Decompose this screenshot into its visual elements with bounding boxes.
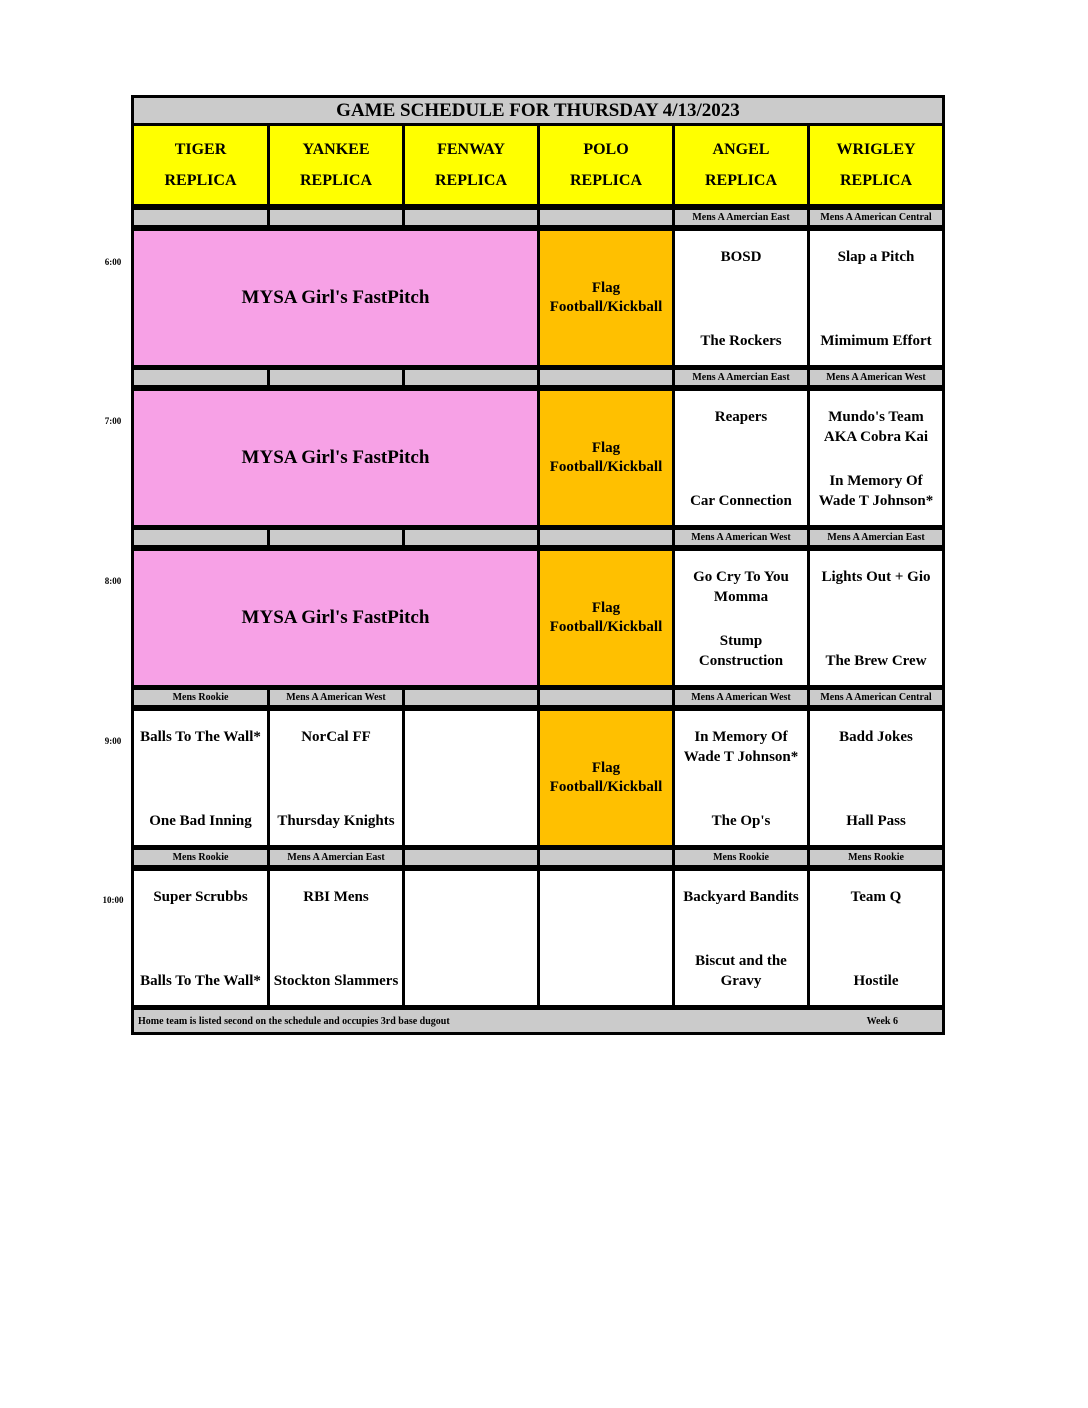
division-label: Mens Rookie [131, 687, 270, 708]
home-team: In Memory Of Wade T Johnson* [818, 473, 934, 509]
division-label: Mens A Amercian East [672, 367, 810, 388]
flag-football-block: Flag Football/Kickball [537, 548, 675, 688]
field-header-yankee [267, 123, 405, 207]
away-team: Go Cry To You Momma [693, 569, 789, 605]
away-team: Backyard Bandits [683, 889, 799, 905]
fastpitch-block: MYSA Girl's FastPitch [131, 228, 540, 368]
time-label-8: 8:00 [104, 576, 122, 586]
field-name: YANKEE [302, 140, 370, 158]
field-name: POLO [583, 140, 629, 158]
division-label [402, 207, 540, 228]
division-label: Mens A American West [672, 687, 810, 708]
division-label [267, 527, 405, 548]
empty-cell-fenway [402, 868, 540, 1008]
division-label: Mens A American West [807, 367, 945, 388]
field-header-polo [537, 123, 675, 207]
time-label-7: 7:00 [104, 416, 122, 426]
week-label: Week 6 [866, 1015, 898, 1027]
away-team: Badd Jokes [839, 729, 913, 745]
home-team: Balls To The Wall* [140, 973, 261, 989]
home-team: The Rockers [700, 333, 782, 349]
field-name: FENWAY [437, 140, 505, 158]
schedule-table [131, 95, 945, 1035]
division-label: Mens A American West [267, 687, 405, 708]
field-sub: REPLICA [569, 171, 642, 189]
time-label-10: 10:00 [102, 895, 124, 905]
game-cell-angel [672, 388, 810, 528]
game-cell-wrigley [807, 388, 945, 528]
game-cell-wrigley [807, 708, 945, 848]
home-team: The Brew Crew [825, 653, 927, 669]
field-header-fenway [402, 123, 540, 207]
game-cell-wrigley [807, 868, 945, 1008]
home-team: Stockton Slammers [273, 973, 399, 989]
field-name: ANGEL [712, 140, 770, 158]
field-header-wrigley [807, 123, 945, 207]
schedule-footer [131, 1007, 945, 1035]
game-cell-tiger [131, 708, 270, 848]
division-label [131, 367, 270, 388]
division-label: Mens A Amercian East [267, 847, 405, 868]
division-label [402, 847, 540, 868]
division-label: Mens A American West [672, 527, 810, 548]
game-cell-angel [672, 868, 810, 1008]
home-team-note: Home team is listed second on the schedule and occupies 3rd base dugout [138, 1015, 450, 1027]
away-team: Super Scrubbs [153, 889, 248, 905]
division-label: Mens A Amercian East [807, 527, 945, 548]
division-label [537, 687, 675, 708]
fastpitch-block: MYSA Girl's FastPitch [131, 548, 540, 688]
division-label [537, 367, 675, 388]
home-team: Stump Construction [698, 633, 784, 669]
division-label [267, 207, 405, 228]
away-team: Mundo's Team AKA Cobra Kai [823, 409, 929, 445]
division-label [402, 527, 540, 548]
field-name: TIGER [174, 140, 227, 158]
away-team: Balls To The Wall* [140, 729, 261, 745]
empty-cell-fenway [402, 708, 540, 848]
field-sub: REPLICA [434, 171, 507, 189]
home-team: Mimimum Effort [820, 333, 932, 349]
flag-football-block: Flag Football/Kickball [537, 708, 675, 848]
field-header-tiger [131, 123, 270, 207]
division-label: Mens A Amercian East [672, 207, 810, 228]
home-team: The Op's [711, 813, 771, 829]
division-label: Mens A American Central [807, 207, 945, 228]
field-sub: REPLICA [299, 171, 372, 189]
division-label [537, 207, 675, 228]
away-team: RBI Mens [303, 889, 369, 905]
division-label [537, 527, 675, 548]
home-team: Car Connection [690, 493, 792, 509]
game-cell-angel [672, 228, 810, 368]
division-label: Mens Rookie [131, 847, 270, 868]
division-label [402, 367, 540, 388]
home-team: Thursday Knights [277, 813, 395, 829]
field-header-angel [672, 123, 810, 207]
empty-cell-polo [537, 868, 675, 1008]
field-sub: REPLICA [704, 171, 777, 189]
home-team: Hostile [853, 973, 899, 989]
away-team: Reapers [714, 409, 768, 425]
home-team: One Bad Inning [149, 813, 252, 829]
division-label [267, 367, 405, 388]
game-cell-yankee [267, 868, 405, 1008]
away-team: BOSD [720, 249, 762, 265]
field-sub: REPLICA [839, 171, 912, 189]
game-cell-angel [672, 548, 810, 688]
away-team: Slap a Pitch [837, 249, 915, 265]
away-team: Team Q [850, 889, 902, 905]
division-label [131, 207, 270, 228]
division-label [402, 687, 540, 708]
home-team: Biscut and the Gravy [695, 953, 787, 989]
time-label-6: 6:00 [104, 257, 122, 267]
division-label [537, 847, 675, 868]
away-team: Lights Out + Gio [821, 569, 931, 585]
division-label [131, 527, 270, 548]
game-cell-angel [672, 708, 810, 848]
flag-football-block: Flag Football/Kickball [537, 228, 675, 368]
flag-football-block: Flag Football/Kickball [537, 388, 675, 528]
game-cell-wrigley [807, 228, 945, 368]
division-label: Mens Rookie [807, 847, 945, 868]
division-label: Mens A American Central [807, 687, 945, 708]
game-cell-yankee [267, 708, 405, 848]
away-team: NorCal FF [301, 729, 371, 745]
away-team: In Memory Of Wade T Johnson* [683, 729, 799, 765]
game-cell-tiger [131, 868, 270, 1008]
time-label-9: 9:00 [104, 736, 122, 746]
field-sub: REPLICA [164, 171, 237, 189]
field-name: WRIGLEY [836, 140, 916, 158]
game-cell-wrigley [807, 548, 945, 688]
division-label: Mens Rookie [672, 847, 810, 868]
fastpitch-block: MYSA Girl's FastPitch [131, 388, 540, 528]
schedule-title: GAME SCHEDULE FOR THURSDAY 4/13/2023 [131, 95, 945, 126]
home-team: Hall Pass [846, 813, 906, 829]
